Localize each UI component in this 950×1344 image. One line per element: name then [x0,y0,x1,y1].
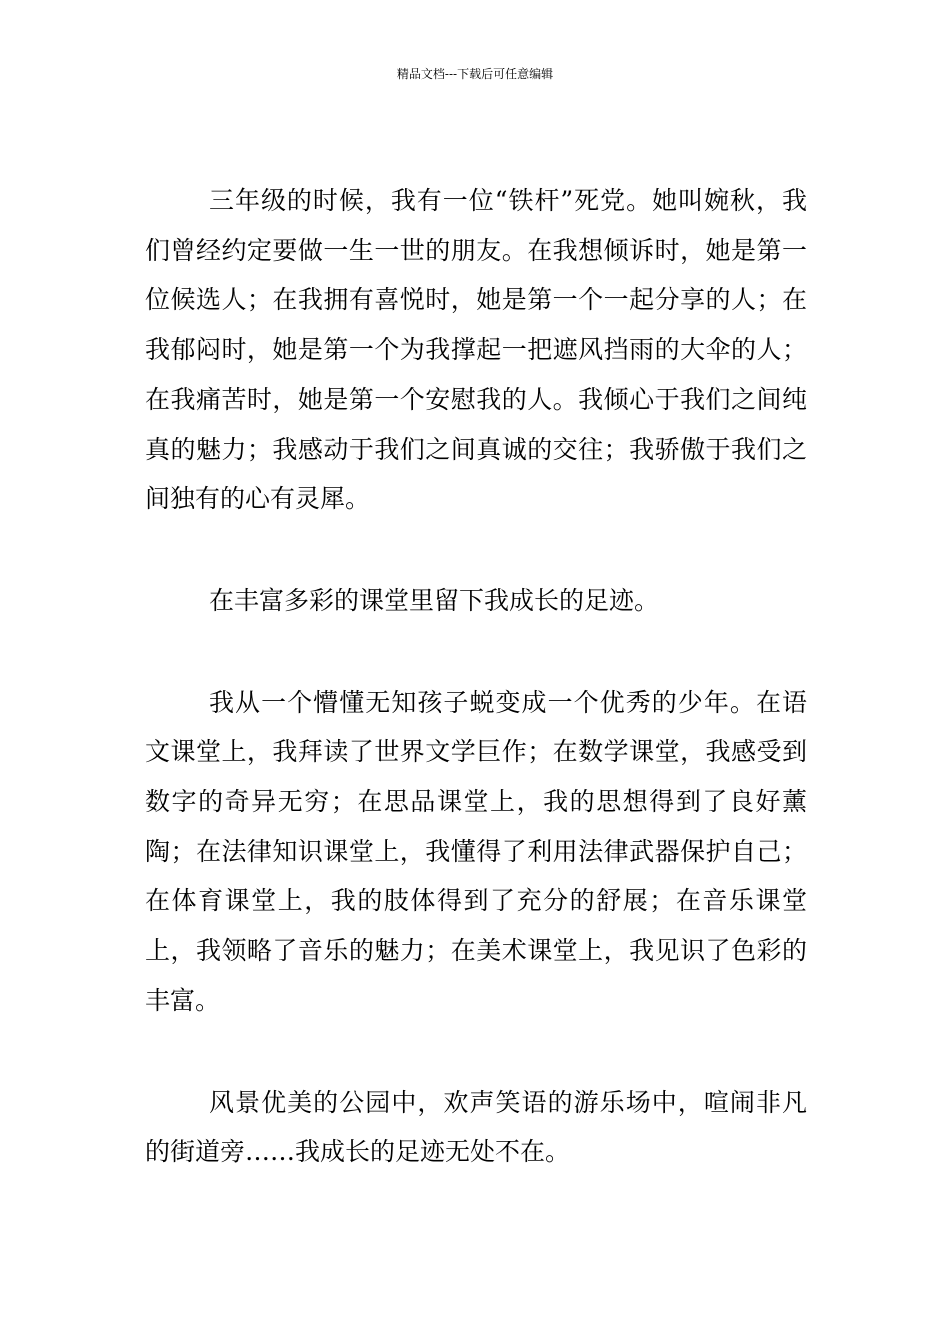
paragraph-spacer [145,524,807,576]
paragraph-spacer [145,626,807,678]
page-header: 精品文档---下载后可任意编辑 [396,67,554,81]
document-body [145,176,807,1177]
paragraph-footprints: 风景优美的公园中，欢声笑语的游乐场中，喧闹非凡的街道旁……我成长的足迹无处不在。 [145,1087,807,1167]
paragraph-spacer [145,1026,807,1078]
paragraph-classroom-intro: 在丰富多彩的课堂里留下我成长的足迹。 [209,585,660,615]
paragraph-friendship: 三年级的时候，我有一位“铁杆”死党。她叫婉秋，我们曾经约定要做一生一世的朋友。在我想倾诉时，她是第一位候选人；在我拥有喜悦时，她是第一个一起分享的人；在我郁闷时，她是第一个为我撑起一把遮风挡雨的大伞的人；在我痛苦时，她是第一个安慰我的人。我倾心于我们之间纯真的魅力；我感动于我们之间真诚的交往；我骄傲于我们之间独有的心有灵犀。 [145,186,807,514]
paragraph-classroom-details: 我从一个懵懂无知孩子蜕变成一个优秀的少年。在语文课堂上，我拜读了世界文学巨作；在数学课堂，我感受到数字的奇异无穷；在思品课堂上，我的思想得到了良好薰陶；在法律知识课堂上，我懂得了利用法律武器保护自己；在体育课堂上，我的肢体得到了充分的舒展；在音乐课堂上，我领略了音乐的魅力；在美术课堂上，我见识了色彩的丰富。 [145,687,807,1015]
